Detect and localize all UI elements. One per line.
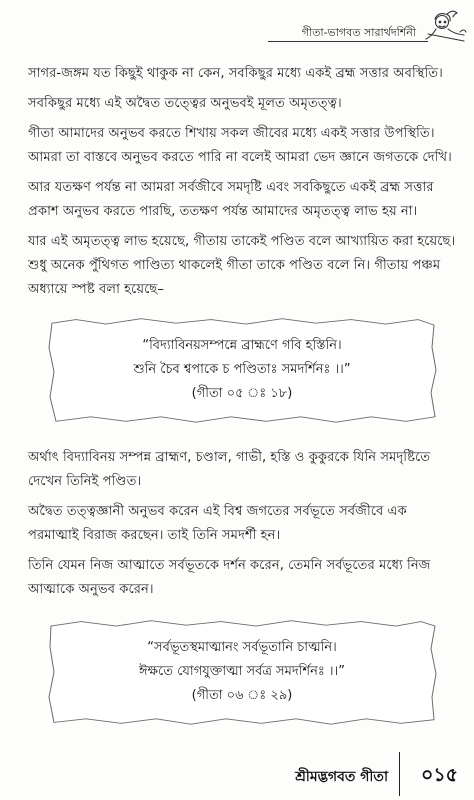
- verse-reference: (গীতা ০৫ ঃ ১৮): [191, 386, 293, 401]
- paragraph: অদ্বৈত তত্ত্বজ্ঞানী অনুভব করেন এই বিশ্ব জগতের সর্বভূতে সর্বজীবে এক পরমাত্মাই বিরাজ করছেন। তাই তিনি সমদর্শী হন।: [28, 504, 407, 543]
- verse-line: “বিদ্যাবিনয়সম্পন্নে ব্রাহ্মণে গবি হস্তিনি।: [142, 338, 342, 353]
- header-rule: [268, 41, 428, 42]
- verse-reference: (গীতা ০৬ ঃ ২৯): [191, 688, 293, 703]
- page-footer: [0, 750, 474, 800]
- running-header: [268, 10, 468, 44]
- verse-box-2: [46, 618, 438, 726]
- running-title: গীতা-ভাগবত সারার্থদর্শিনী: [301, 26, 416, 39]
- paragraph: সবকিছুর মধ্যে এই অদ্বৈত তত্ত্বের অনুভবই মূলত অমৃতত্ত্ব।: [28, 96, 342, 111]
- krishna-sketch-icon: [420, 10, 468, 44]
- verse-line: শুনি চৈব শ্বপাকে চ পণ্ডিতাঃ সমদর্শিনঃ ।।”: [133, 362, 351, 377]
- paragraph: যার এই অমৃতত্ত্ব লাভ হয়েছে, গীতায় তাকেই পণ্ডিত বলে আখ্যায়িত করা হয়েছে। শুধু অনেক পুঁথিগত পাণ্ডিত্য থাকলেই গীতা তাকে পণ্ডিত বলে নি। গীতায় পঞ্চম অধ্যায়ে স্পষ্ট বলা হয়েছে–: [28, 234, 456, 297]
- verse-line: ঈক্ষতে যোগযুক্তাত্মা সর্বত্র সমদর্শিনঃ ।।”: [139, 664, 345, 679]
- footer-divider: [399, 752, 401, 796]
- page-number: ০১৫: [420, 764, 458, 786]
- paragraph: গীতা আমাদের অনুভব করতে শিখায় সকল জীবের মধ্যে একই সত্তার উপস্থিতি। আমরা তা বাস্তবে অনুভব করতে পারি না বলেই আমরা ভেদ জ্ঞানে জগতকে দেখি।: [28, 126, 452, 165]
- paragraph: সাগর-জঙ্গম যত কিছুই থাকুক না কেন, সবকিছুর মধ্যে একই ব্রহ্ম সত্তার অবস্থিতি।: [28, 66, 443, 81]
- book-title: শ্রীমদ্ভগবত গীতা: [295, 769, 388, 785]
- verse-box-1: [46, 316, 438, 424]
- paragraph: আর যতক্ষণ পর্যন্ত না আমরা সর্বজীবে সমদৃষ্টি এবং সবকিছুতে একই ব্রহ্ম সত্তার প্রকাশ অনুভব করতে পারছি, ততক্ষণ পর্যন্ত আমাদের অমৃতত্ত্ব লাভ হয় না।: [28, 180, 434, 219]
- verse-line: “সর্বভূতস্থমাত্মানং সর্বভূতানি চাত্মনি।: [147, 640, 337, 655]
- main-text: [28, 62, 456, 726]
- paragraph: তিনি যেমন নিজ আত্মাতে সর্বভূতকে দর্শন করেন, তেমনি সর্বভূতের মধ্যে নিজ আত্মাকে অনুভব করেন।: [28, 558, 431, 597]
- paragraph: অর্থাৎ বিদ্যাবিনয় সম্পন্ন ব্রাহ্মণ, চণ্ডাল, গাভী, হস্তি ও কুকুরকে যিনি সমদৃষ্টিতে দেখেন তিনিই পণ্ডিত।: [28, 450, 431, 489]
